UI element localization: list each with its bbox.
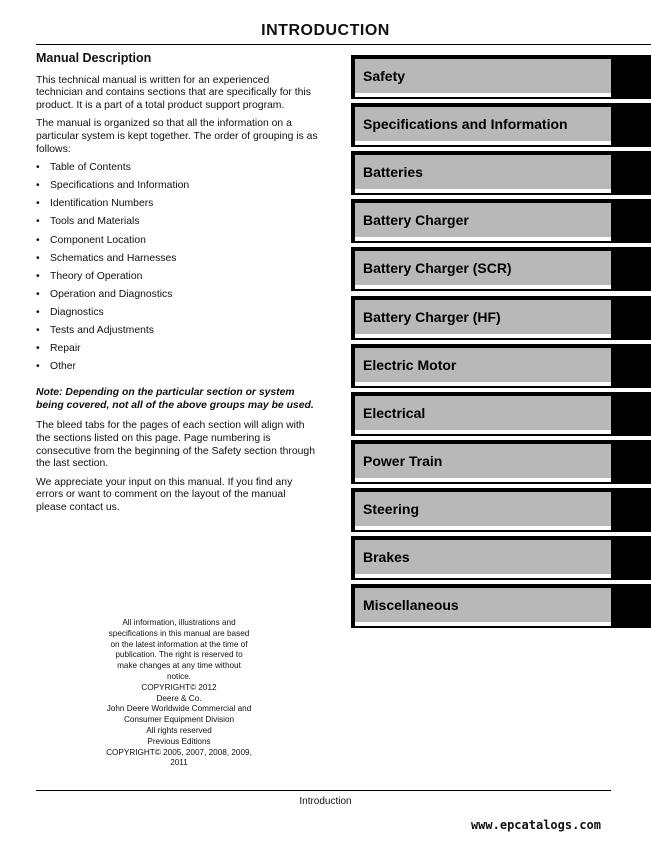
section-tab-label: Miscellaneous	[355, 588, 611, 622]
copyright-line: specifications in this manual are based	[108, 628, 250, 638]
section-tab-label: Brakes	[355, 540, 611, 574]
copyright-line: All information, illustrations and	[122, 618, 236, 627]
manual-description-heading: Manual Description	[36, 51, 152, 65]
bleed-tabs-paragraph: The bleed tabs for the pages of each section will align with the sections listed on this page. Page numbering is consecutive from the beginning of the Safety section through the last section.	[36, 420, 315, 470]
copyright-line: Consumer Equipment Division	[123, 715, 235, 725]
copyright-line: COPYRIGHT© 2012	[141, 682, 217, 692]
section-tab-label: Batteries	[355, 155, 611, 189]
copyright-line: publication. The right is reserved to	[115, 650, 243, 660]
copyright-notice	[100, 618, 258, 769]
footer-rule	[36, 790, 611, 791]
grouping-list	[36, 162, 318, 379]
section-tab-label: Specifications and Information	[355, 107, 611, 141]
section-tab-label: Electric Motor	[355, 348, 611, 382]
grouping-list-item: • Specifications and Information	[36, 180, 318, 198]
section-tab	[351, 199, 651, 243]
intro-paragraph: This technical manual is written for an experienced technician and contains sections that are specifically for this product. It is a part of a total product support program.	[36, 74, 311, 111]
copyright-line: on the latest information at the time of	[110, 639, 248, 649]
copyright-line: make changes at any time without	[117, 661, 241, 671]
section-tab-label: Battery Charger (SCR)	[355, 251, 611, 285]
copyright-line: notice.	[166, 671, 192, 681]
section-tab-label: Power Train	[355, 444, 611, 478]
grouping-list-item: • Repair	[36, 343, 318, 361]
grouping-list-item: • Diagnostics	[36, 307, 318, 325]
section-tab-label: Battery Charger	[355, 203, 611, 237]
page-title: INTRODUCTION	[261, 22, 390, 39]
watermark: www.epcatalogs.com	[470, 818, 601, 832]
section-tab	[351, 55, 651, 99]
section-tab-label: Steering	[355, 492, 611, 526]
grouping-list-item: • Component Location	[36, 235, 318, 253]
grouping-list-item: • Identification Numbers	[36, 198, 318, 216]
manual-description-column	[36, 52, 318, 521]
copyright-line: 2011	[170, 758, 188, 768]
grouping-list-item: • Tools and Materials	[36, 216, 318, 234]
section-tab-label: Safety	[355, 59, 611, 93]
section-tab	[351, 247, 651, 291]
grouping-list-item: • Table of Contents	[36, 162, 318, 180]
section-tab-label: Electrical	[355, 396, 611, 430]
copyright-line: Deere & Co.	[156, 693, 202, 703]
copyright-line: Previous Editions	[147, 736, 211, 746]
section-tab	[351, 344, 651, 388]
copyright-line: All rights reserved	[146, 725, 212, 735]
section-tab	[351, 536, 651, 580]
section-tab-label: Battery Charger (HF)	[355, 300, 611, 334]
organization-paragraph: The manual is organized so that all the information on a particular system is kept together. The order of grouping is as follows:	[36, 118, 318, 155]
section-tab	[351, 488, 651, 532]
groups-note: Note: Depending on the particular section or system being covered, not all of the above groups may be used.	[36, 387, 314, 411]
section-tab	[351, 151, 651, 195]
grouping-list-item: • Schematics and Harnesses	[36, 253, 318, 271]
grouping-list-item: • Tests and Adjustments	[36, 325, 318, 343]
footer-section-name: Introduction	[299, 796, 352, 807]
grouping-list-item: • Operation and Diagnostics	[36, 289, 318, 307]
section-tab	[351, 296, 651, 340]
grouping-list-item: • Other	[36, 361, 318, 379]
grouping-list-item: • Theory of Operation	[36, 271, 318, 289]
section-tab	[351, 392, 651, 436]
section-tab	[351, 584, 651, 628]
copyright-line: COPYRIGHT© 2005, 2007, 2008, 2009,	[106, 747, 252, 757]
title-rule	[36, 44, 651, 45]
section-tab	[351, 440, 651, 484]
section-tab	[351, 103, 651, 147]
copyright-line: John Deere Worldwide Commercial and	[106, 704, 252, 714]
feedback-paragraph: We appreciate your input on this manual. If you find any errors or want to comment on the layout of the manual please contact us.	[36, 476, 293, 514]
